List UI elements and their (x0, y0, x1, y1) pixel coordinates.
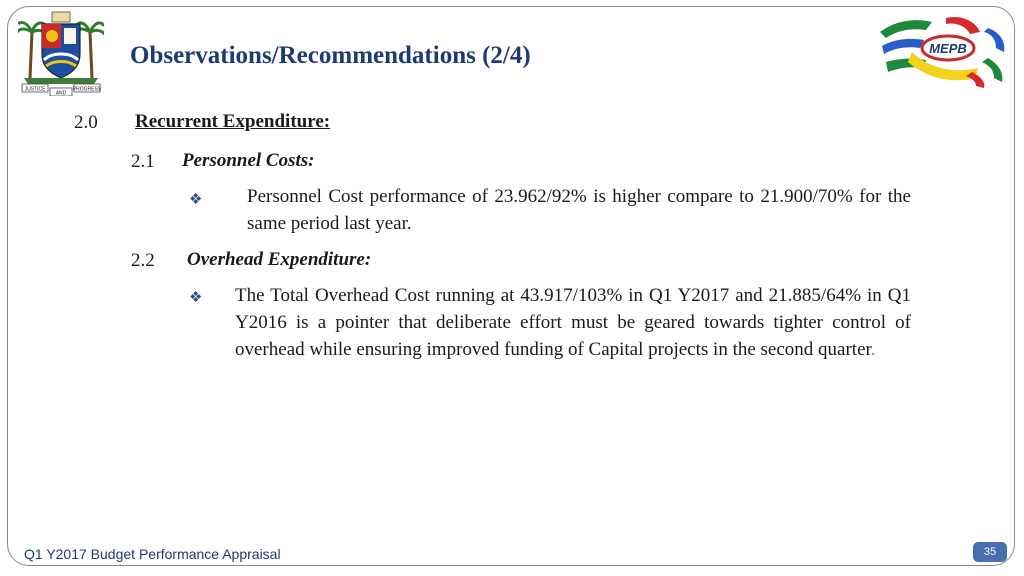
section-number: 2.0 (74, 112, 98, 133)
diamond-bullet-icon: ❖ (189, 192, 203, 208)
page-number-badge: 35 (973, 542, 1007, 562)
svg-text:AND: AND (55, 90, 67, 96)
mepb-logo (876, 12, 1008, 88)
overhead-text-end: . (870, 339, 876, 360)
svg-text:PROGRESS: PROGRESS (72, 86, 102, 93)
overhead-expenditure-paragraph (235, 282, 911, 363)
section-heading: Recurrent Expenditure: (135, 111, 331, 132)
overhead-text: The Total Overhead Cost running at 43.917/103% in Q1 Y2017 and 21.885/64% in Q1 Y2016 is a pointer that deliberate effort must be geared towards tighter control of overhead while ensuring improved funding of Capital projects in the second quarter (235, 285, 911, 360)
subsection-heading-personnel: Personnel Costs: (182, 150, 315, 171)
slide-title: Observations/Recommendations (2/4) (130, 42, 531, 69)
subsection-number: 2.2 (131, 250, 155, 271)
subsection-number: 2.1 (131, 151, 155, 172)
diamond-bullet-icon: ❖ (189, 290, 203, 306)
footer-text: Q1 Y2017 Budget Performance Appraisal (24, 546, 281, 562)
svg-text:JUSTICE: JUSTICE (24, 86, 46, 93)
subsection-heading-overhead: Overhead Expenditure: (187, 249, 372, 270)
svg-text:MEPB: MEPB (929, 41, 967, 56)
personnel-cost-paragraph: Personnel Cost performance of 23.962/92% is higher compare to 21.900/70% for the same period last year. (247, 186, 911, 234)
state-crest-logo (18, 8, 104, 96)
